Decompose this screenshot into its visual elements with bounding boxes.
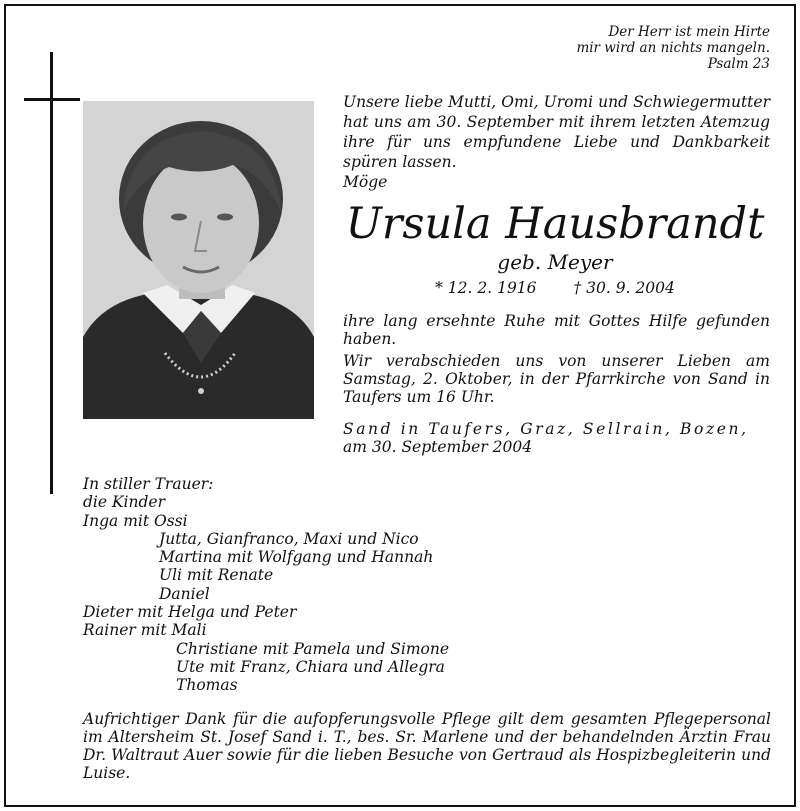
psalm-line-1: Der Herr ist mein Hirte bbox=[608, 24, 770, 40]
mourner-inga: Inga mit Ossi bbox=[83, 511, 188, 530]
intro-paragraph bbox=[343, 92, 770, 192]
mourner-dieter: Dieter mit Helga und Peter bbox=[83, 603, 297, 622]
grandchild-line: Daniel bbox=[159, 584, 210, 603]
grandchild-line: Ute mit Franz, Chiara und Allegra bbox=[176, 657, 445, 676]
cross-icon-vertical bbox=[50, 52, 53, 494]
funeral-text: Wir verabschieden uns von unserer Lieben am Samstag, 2. Oktober, in der Pfarrkirche von Sand in Taufers um 16 Uhr. bbox=[343, 352, 770, 406]
rest-text: ihre lang ersehnte Ruhe mit Gottes Hilfe gefunden haben. bbox=[343, 312, 770, 348]
grandchild-line: Jutta, Gianfranco, Maxi und Nico bbox=[159, 529, 419, 548]
birth-date: * 12. 2. 1916 bbox=[435, 279, 537, 297]
intro-text: Unsere liebe Mutti, Omi, Uromi und Schwiegermutter hat uns am 30. September mit ihrem letzten Atemzug ihre für uns empfundene Liebe und Dankbarkeit spüren lassen. bbox=[343, 93, 770, 171]
main-text bbox=[343, 312, 770, 410]
places: Sand in Taufers, Graz, Sellrain, Bozen, bbox=[343, 420, 749, 438]
mourner-rainer: Rainer mit Mali bbox=[83, 621, 207, 640]
grandchild-line: Christiane mit Pamela und Simone bbox=[176, 639, 450, 658]
thanks-paragraph: Aufrichtiger Dank für die aufopferungsvolle Pflege gilt dem gesamten Pflegepersonal im Altersheim St. Josef Sand i. T., bes. Sr. Marlene und der behandelnden Ärztin Frau Dr. Waltraut Auer sowie für die lieben Besuche von Gertraud als Hospizbegleiterin und Luise. bbox=[83, 710, 771, 782]
grandchild-line: Martina mit Wolfgang und Hannah bbox=[159, 548, 434, 567]
mourners-list bbox=[83, 475, 449, 695]
grandchild-line: Thomas bbox=[176, 676, 238, 695]
portrait-image bbox=[83, 101, 314, 419]
place-and-date bbox=[343, 420, 770, 456]
cross-icon-horizontal bbox=[24, 98, 80, 101]
psalm-quote bbox=[510, 24, 770, 72]
grandchild-line: Uli mit Renate bbox=[159, 566, 274, 585]
mourners-heading: In stiller Trauer: bbox=[83, 475, 214, 493]
birth-name: geb. Meyer bbox=[497, 250, 613, 274]
intro-moege: Möge bbox=[343, 173, 388, 191]
notice-date: am 30. September 2004 bbox=[343, 438, 533, 456]
children-label: die Kinder bbox=[83, 493, 166, 512]
death-date: † 30. 9. 2004 bbox=[573, 279, 675, 297]
deceased-name: Ursula Hausbrandt bbox=[345, 199, 765, 249]
portrait-photo bbox=[83, 101, 314, 419]
psalm-line-2: mir wird an nichts mangeln. bbox=[576, 40, 770, 56]
psalm-reference: Psalm 23 bbox=[707, 56, 770, 72]
life-dates bbox=[330, 278, 780, 298]
